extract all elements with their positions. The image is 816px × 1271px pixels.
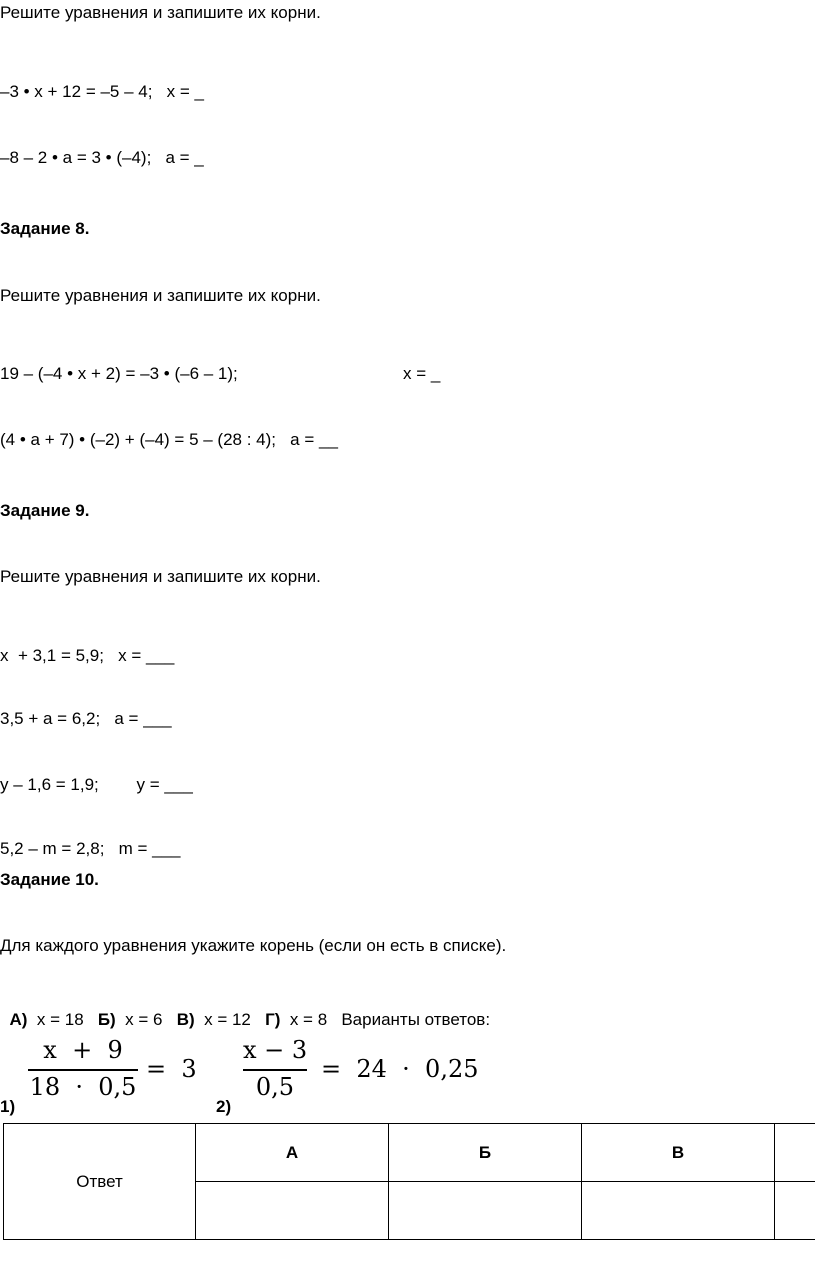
task7-equation-2: –8 – 2 • a = 3 • (–4); a = _	[0, 148, 204, 167]
task8-equation-2: (4 • a + 7) • (–2) + (–4) = 5 – (28 : 4); a = __	[0, 430, 338, 449]
fraction-1-denominator: 18 · 0,5	[29, 1073, 137, 1101]
option-a-letter: А)	[9, 1010, 28, 1029]
equation-1-label: 1)	[0, 1097, 16, 1116]
answer-column-v: В	[582, 1124, 775, 1182]
task9-equation-2: 3,5 + a = 6,2; a = ___	[0, 709, 172, 728]
answer-cell-b[interactable]	[389, 1182, 582, 1240]
task7-instruction: Решите уравнения и запишите их корни.	[0, 3, 321, 22]
options-caption: Варианты ответов:	[341, 1010, 491, 1029]
task7-equation-1: –3 • x + 12 = –5 – 4; x = _	[0, 82, 204, 101]
fraction-1-rhs: = 3	[146, 1055, 197, 1083]
option-b-letter: Б)	[97, 1010, 116, 1029]
answer-cell-g[interactable]	[775, 1182, 816, 1240]
task9-heading: Задание 9.	[0, 501, 90, 520]
fraction-2-denominator: 0,5	[255, 1073, 295, 1101]
answer-column-a: А	[196, 1124, 389, 1182]
answer-table	[3, 1123, 815, 1240]
option-v-value: x = 12	[204, 1010, 251, 1029]
fraction-1-bar	[28, 1069, 138, 1071]
fraction-equation-2	[243, 1036, 483, 1106]
fraction-1-numerator: x + 9	[43, 1036, 123, 1064]
task9-instruction: Решите уравнения и запишите их корни.	[0, 567, 321, 586]
option-a-value: x = 18	[36, 1010, 84, 1029]
task9-equation-1: x + 3,1 = 5,9; x = ___	[0, 646, 175, 665]
fraction-2-bar	[243, 1069, 307, 1071]
answer-row-label: Ответ	[4, 1124, 196, 1240]
fraction-equation-1	[28, 1036, 208, 1106]
option-g-letter: Г)	[265, 1010, 281, 1029]
option-b-value: x = 6	[125, 1010, 163, 1029]
task8-instruction: Решите уравнения и запишите их корни.	[0, 286, 321, 305]
answer-column-b: Б	[389, 1124, 582, 1182]
answer-cell-a[interactable]	[196, 1182, 389, 1240]
task8-heading: Задание 8.	[0, 219, 90, 238]
task10-instruction: Для каждого уравнения укажите корень (если он есть в списке).	[0, 936, 507, 955]
fraction-2-rhs: = 24 · 0,25	[321, 1055, 479, 1083]
fraction-2-numerator: x − 3	[243, 1036, 308, 1064]
option-g-value: x = 8	[289, 1010, 328, 1029]
option-v-letter: В)	[176, 1010, 195, 1029]
task9-equation-3: y – 1,6 = 1,9; y = ___	[0, 775, 193, 794]
task9-equation-4: 5,2 – m = 2,8; m = ___	[0, 839, 181, 858]
task10-options-row	[0, 987, 490, 1031]
task10-heading: Задание 10.	[0, 870, 99, 889]
answer-cell-v[interactable]	[582, 1182, 775, 1240]
answer-column-g	[775, 1124, 816, 1182]
task8-equation-1: 19 – (–4 • x + 2) = –3 • (–6 – 1);	[0, 364, 238, 383]
task8-equation-1-answer: x = _	[403, 364, 441, 383]
equation-2-label: 2)	[216, 1097, 232, 1116]
